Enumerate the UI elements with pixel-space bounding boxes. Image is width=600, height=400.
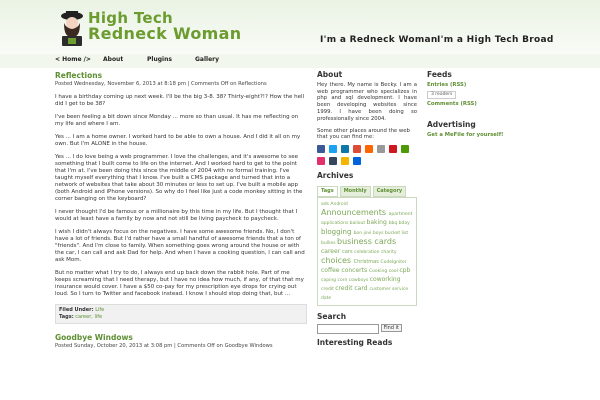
tag-cloud-item[interactable]: Cooking <box>369 268 389 274</box>
tag-cloud-item[interactable]: coffee <box>321 266 342 274</box>
tag-cloud-item[interactable]: date <box>321 295 332 301</box>
site-title-line2: Redneck Woman <box>88 24 242 43</box>
post-paragraph: I've been feeling a bit down since Monday ... more so than usual. It has me reflecting on my life and where I am. <box>55 114 299 127</box>
tag-cloud-item[interactable]: credit card <box>335 284 370 292</box>
nav-home[interactable]: < Home /> <box>55 56 91 63</box>
tag-cloud-item[interactable]: CodeIgniter <box>380 259 407 265</box>
nav-gallery[interactable]: Gallery <box>195 56 220 63</box>
entries-rss-link[interactable]: Entries (RSS) <box>427 81 467 88</box>
tag-cloud-item[interactable]: ads <box>321 201 331 207</box>
post-title[interactable]: Goodbye Windows <box>55 333 133 342</box>
post-tags-box <box>55 304 307 324</box>
post-paragraph: Yes ... I do love being a web programmer. I love the challenges, and it's awesome to see something that I built come to life on the internet. And I worked hard to get to the point that I'm at. I've been doing this since the middle of 2004 with no formal training. I've taught myself everything that I know. I've built a CMS package and turned that into a network of websites that take about 30 minutes or less to set up. I've built a mobile app (both Android and iPhone versions). So why do I feel like just a code monkey sitting in the corner banging on the keyboard? <box>55 154 303 202</box>
tag-cloud-item[interactable]: bucket list <box>384 230 409 236</box>
post-title[interactable]: Reflections <box>55 71 103 80</box>
tag-cloud-item[interactable]: Christmas <box>353 258 381 265</box>
tag-cloud-item[interactable]: boys <box>372 230 385 236</box>
site-title-line1: High Tech <box>88 9 174 27</box>
post-meta: Posted Wednesday, November 6, 2013 at 8:18 pm | Comments Off on Reflections <box>55 81 267 87</box>
tag-cloud-item[interactable]: cool <box>388 268 400 274</box>
find-button[interactable]: Find it <box>381 324 402 332</box>
tag-cloud-item[interactable]: credit <box>321 286 336 292</box>
archives-tabs <box>317 186 417 197</box>
post-paragraph: I have a birthday coming up next week. I'll be the big 3-8. 38? Thirty-eight?!? How the hell did I get to be 38? <box>55 94 305 107</box>
header <box>0 0 600 54</box>
nav-bar <box>0 54 600 68</box>
about-text: Hey there. My name is Becky. I am a web programmer who specializes in php and sql development. I have been developing websites since 1999. I have been doing so professionally since 2004. <box>317 81 417 122</box>
tags-label: Tags: <box>59 314 74 320</box>
about-text2: Some other places around the web that you can find me: <box>317 127 410 141</box>
search-input[interactable] <box>317 324 379 334</box>
archives-heading: Archives <box>317 171 354 181</box>
sidebar-right <box>427 72 517 139</box>
sidebar-left <box>317 72 417 349</box>
tagline-hightech: I'm a High Tech Broad <box>437 35 554 45</box>
tag-cloud-item[interactable]: career <box>321 247 343 255</box>
android-icon[interactable] <box>401 145 409 153</box>
tab-category[interactable]: Category <box>373 186 407 197</box>
tab-monthly[interactable]: Monthly <box>340 186 371 197</box>
tag-cloud-item[interactable]: customer service <box>369 286 409 292</box>
youtube-icon[interactable] <box>389 145 397 153</box>
tag-cloud-item[interactable]: apartment <box>388 211 413 217</box>
post-paragraph: I wish I didn't always focus on the negatives. I have some awesome friends. No, I don't have a lot of friends. But I'd rather have a small handful of awesome friends that a ton of "friends". And I'm close to family. When something goes wrong around the house or with the car, I can call and ask Dad for help. And when I have a cooking question, I can call and ask Mom. <box>55 229 305 263</box>
tag-cloud-item[interactable]: baking <box>366 218 389 226</box>
main-content <box>55 72 307 356</box>
facebook-icon[interactable] <box>317 145 325 153</box>
tag-cloud <box>317 197 417 306</box>
nav-plugins[interactable]: Plugins <box>147 56 172 63</box>
search-heading: Search <box>317 311 347 321</box>
tag-cloud-item[interactable]: Announcements <box>321 207 389 217</box>
tag-cloud-item[interactable]: bon jovi <box>353 230 373 236</box>
tag-cloud-item[interactable]: blogging <box>321 227 354 236</box>
tag-cloud-item[interactable]: concerts <box>341 266 370 274</box>
tag-cloud-item[interactable]: coping <box>321 277 338 283</box>
advertising-heading: Advertising <box>427 120 476 130</box>
search-row <box>317 324 417 334</box>
flickr-icon[interactable] <box>353 157 361 165</box>
instagram-icon[interactable] <box>317 157 325 165</box>
tag-cloud-item[interactable]: choices <box>321 255 354 265</box>
tag-cloud-item[interactable]: cpb <box>399 266 411 274</box>
tumblr-icon[interactable] <box>329 157 337 165</box>
feeds-heading: Feeds <box>427 70 452 79</box>
twitter-icon[interactable] <box>329 145 337 153</box>
comments-rss-link[interactable]: Comments (RSS) <box>427 101 477 108</box>
googleplus-icon[interactable] <box>353 145 361 153</box>
tag-cloud-item[interactable]: charity <box>380 249 397 255</box>
tag-cloud-item[interactable]: celebration <box>354 249 381 255</box>
rss-icon[interactable] <box>365 145 373 153</box>
tag-cloud-item[interactable]: cowboys <box>348 277 370 283</box>
tag-cloud-item[interactable]: coworking <box>369 275 401 283</box>
tag-cloud-item[interactable]: bday <box>398 220 410 226</box>
tag-cloud-item[interactable]: Android <box>330 201 348 207</box>
tag-cloud-item[interactable]: bullies <box>321 240 338 246</box>
post-meta: Posted Sunday, October 20, 2013 at 3:08 pm | Comments Off on Goodbye Windows <box>55 343 273 349</box>
post-paragraph: I never thought I'd be famous or a millionaire by this time in my life. But I thought that I would at least have a family by now and not still be living paycheck to paycheck. <box>55 209 298 222</box>
filed-link[interactable]: Life <box>95 307 105 313</box>
blog-icon[interactable] <box>377 145 385 153</box>
tags-link[interactable]: career, life <box>75 314 103 320</box>
tag-cloud-item[interactable]: bailout <box>349 220 367 226</box>
foursquare-icon[interactable] <box>341 157 349 165</box>
feedburner-badge[interactable]: 3 readers <box>427 91 456 100</box>
tag-cloud-item[interactable]: business cards <box>337 236 397 246</box>
tag-cloud-item[interactable]: cars <box>342 248 355 255</box>
post-paragraph: Yes ... I am a home owner. I worked hard to be able to own a house. And I did it all on my own. But I'm ALONE in the house. <box>55 134 301 147</box>
social-icons <box>317 145 409 165</box>
redneck-woman-logo[interactable] <box>58 8 86 48</box>
site-title[interactable] <box>88 10 241 42</box>
interesting-heading: Interesting Reads <box>317 337 393 347</box>
post-paragraph: But no matter what I try to do, I always end up back down the rabbit hole. Part of me keeps screaming that I need therapy, but I have no idea how much, if any, of that that my insurance would cover. I have a $50 co-pay for my prescription eye drops for crying out loud. So I turn to Twitter and facebook instead. I know I should stop doing that, but ... <box>55 270 304 297</box>
about-heading: About <box>317 70 343 79</box>
tag-cloud-item[interactable]: bbq <box>388 220 399 226</box>
tag-cloud-item[interactable]: corn <box>337 277 349 283</box>
filed-label: Filed Under: <box>59 307 94 313</box>
tag-cloud-item[interactable]: applications <box>321 220 350 226</box>
linkedin-icon[interactable] <box>341 145 349 153</box>
tab-tags[interactable]: Tags <box>317 186 338 197</box>
mefile-link[interactable]: Get a MeFile for yourself! <box>427 131 504 138</box>
tagline-redneck: I'm a Redneck Woman <box>320 35 438 45</box>
nav-about[interactable]: About <box>103 56 124 63</box>
